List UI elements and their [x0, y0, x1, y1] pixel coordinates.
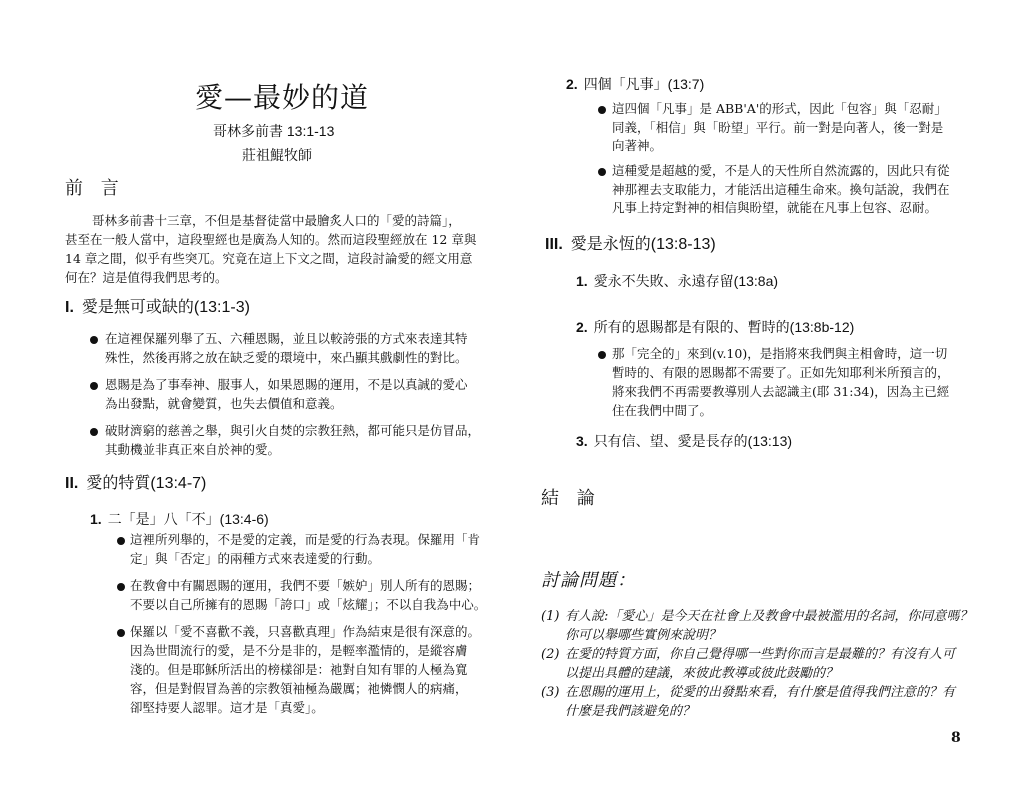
- bullet-icon: [598, 351, 606, 359]
- bullet-icon: [90, 428, 98, 436]
- bullet-text-line: 定」與「否定」的兩種方式來表達愛的行動。: [130, 551, 381, 566]
- bullet-text-line: 容，但是對假冒為善的宗教領袖極為嚴厲；祂憐憫人的病痛，: [130, 681, 468, 696]
- bullet-text-line: 向著神。: [612, 138, 663, 153]
- heading-text: 愛是永恆的(13:8-13): [570, 236, 716, 253]
- bullet-icon: [117, 583, 125, 591]
- bullet-text-line: 這種愛是超越的愛，不是人的天性所自然流露的，因此只有從: [612, 163, 950, 178]
- bullet-text-line: 住在我們中間了。: [612, 403, 713, 418]
- bullet-text-line: 同義，「相信」與「盼望」平行。前一對是向著人，後一對是: [612, 119, 944, 135]
- bullet-text-line: 殊性，然後再將之放在缺乏愛的環境中，來凸顯其戲劇性的對比。: [105, 350, 468, 365]
- bullet-text-line: 在教會中有關恩賜的運用，我們不要「嫉妒」別人所有的恩賜；: [130, 578, 481, 593]
- section-2-1-heading: [90, 512, 269, 526]
- bullet-text-line: 這四個「凡事」是 ABB'A'的形式，因此「包容」與「忍耐」: [612, 101, 947, 116]
- bullet-icon: [117, 537, 125, 545]
- section-3-1-heading: [576, 274, 778, 288]
- section-2-2-heading: [566, 77, 704, 91]
- intro-paragraph-line: 何在？這是值得我們思考的。: [65, 270, 228, 285]
- section-1-heading: [65, 300, 250, 316]
- heading-text: 所有的恩賜都是有限的、暫時的(13:8b-12): [593, 319, 855, 335]
- page-title: 愛—最妙的道: [195, 81, 370, 114]
- bullet-icon: [117, 629, 125, 637]
- question-text-line: 什麼是我們該避免的？: [565, 704, 696, 719]
- question-number: (1): [541, 609, 560, 624]
- question-text-line: 在愛的特質方面，你自己覺得哪一些對你而言是最難的？有沒有人可: [565, 647, 956, 662]
- heading-number: 3.: [576, 433, 588, 449]
- bullet-text-line: 凡事上持定對神的相信與盼望，就能在凡事上包容、忍耐。: [612, 200, 938, 215]
- bullet-text-line: 破財濟窮的慈善之舉，與引火自焚的宗教狂熱，都可能只是仿冒品，: [105, 423, 481, 438]
- page-number: 8: [951, 730, 961, 746]
- bullet-text-line: 不要以自己所擁有的恩賜「誇口」或「炫耀」；不以自我為中心。: [130, 597, 487, 612]
- heading-text: 只有信、望、愛是長存的(13:13): [593, 433, 793, 449]
- intro-paragraph-line: 甚至在一般人當中，這段聖經也是廣為人知的。然而這段聖經放在 12 章與: [65, 232, 477, 247]
- heading-text: 愛是無可或缺的(13:1-3): [81, 299, 250, 316]
- bullet-text-line: 將來我們不再需要教導別人去認識主(耶 31:34)，因為主已經: [612, 384, 950, 399]
- heading-number: II.: [65, 475, 79, 492]
- heading-text: 四個「凡事」(13:7): [583, 76, 705, 92]
- heading-number: III.: [545, 236, 563, 253]
- question-text-line: 以提出具體的建議，來彼此教導或彼此鼓勵的？: [565, 666, 839, 681]
- bullet-text-line: 保羅以「愛不喜歡不義，只喜歡真理」作為結束是很有深意的。: [130, 624, 481, 639]
- bullet-text-line: 那「完全的」來到(v.10)，是指將來我們與主相會時，這一切: [612, 346, 948, 361]
- intro-heading: 前 言: [65, 178, 125, 199]
- bullet-text-line: 在這裡保羅列舉了五、六種恩賜，並且以較誇張的方式來表達其特: [105, 331, 468, 346]
- heading-text: 愛永不失敗、永遠存留(13:8a): [593, 273, 779, 289]
- heading-number: 1.: [576, 273, 588, 289]
- discussion-heading: 討論問題：: [541, 570, 636, 591]
- bullet-text-line: 這裡所列舉的，不是愛的定義，而是愛的行為表現。保羅用「肯: [130, 532, 481, 547]
- heading-text: 二「是」八「不」(13:4-6): [107, 511, 269, 527]
- question-number: (2): [541, 647, 560, 662]
- author: 莊祖鯤牧師: [242, 148, 312, 164]
- bullet-icon: [598, 168, 606, 176]
- bullet-icon: [90, 382, 98, 390]
- section-3-2-heading: [576, 320, 854, 334]
- bullet-icon: [598, 106, 606, 114]
- heading-number: I.: [65, 299, 74, 316]
- section-2-heading: [65, 476, 206, 492]
- scripture-reference: 哥林多前書 13:1-13: [213, 123, 335, 139]
- bullet-text-line: 恩賜是為了事奉神、服事人，如果恩賜的運用，不是以真誠的愛心: [105, 377, 468, 392]
- heading-text: 愛的特質(13:4-7): [86, 475, 207, 492]
- question-number: (3): [541, 685, 560, 700]
- bullet-text-line: 因為世間流行的愛，是不分是非的，是輕率濫情的，是縱容膚: [130, 643, 468, 658]
- heading-number: 2.: [566, 76, 578, 92]
- bullet-text-line: 其動機並非真正來自於神的愛。: [105, 442, 281, 457]
- bullet-text-line: 卻堅持要人認罪。這才是「真愛」。: [130, 700, 324, 715]
- bullet-text-line: 淺的。但是耶穌所活出的榜樣卻是：祂對自知有罪的人極為寬: [130, 662, 468, 677]
- heading-number: 2.: [576, 319, 588, 335]
- question-text-line: 在恩賜的運用上，從愛的出發點來看，有什麼是值得我們注意的？有: [565, 685, 956, 700]
- conclusion-heading: 結 論: [541, 488, 601, 509]
- bullet-icon: [90, 336, 98, 344]
- question-text-line: 有人說:「愛心」是今天在社會上及教會中最被濫用的名詞，你同意嗎？: [565, 609, 973, 624]
- bullet-text-line: 暫時的、有限的恩賜都不需要了。正如先知耶利米所預言的，: [612, 365, 950, 380]
- section-3-3-heading: [576, 434, 792, 448]
- question-text-line: 你可以舉哪些實例來說明？: [565, 628, 722, 643]
- intro-paragraph-line: 哥林多前書十三章，不但是基督徒當中最膾炙人口的「愛的詩篇」，: [92, 213, 461, 228]
- section-3-heading: [545, 237, 716, 253]
- bullet-text-line: 為出發點，就會變質，也失去價值和意義。: [105, 396, 343, 411]
- intro-paragraph-line: 14 章之間，似乎有些突兀。究竟在這上下文之間，這段討論愛的經文用意: [65, 251, 473, 266]
- heading-number: 1.: [90, 511, 102, 527]
- bullet-text-line: 神那裡去支取能力，才能活出這種生命來。換句話說，我們在: [612, 181, 950, 197]
